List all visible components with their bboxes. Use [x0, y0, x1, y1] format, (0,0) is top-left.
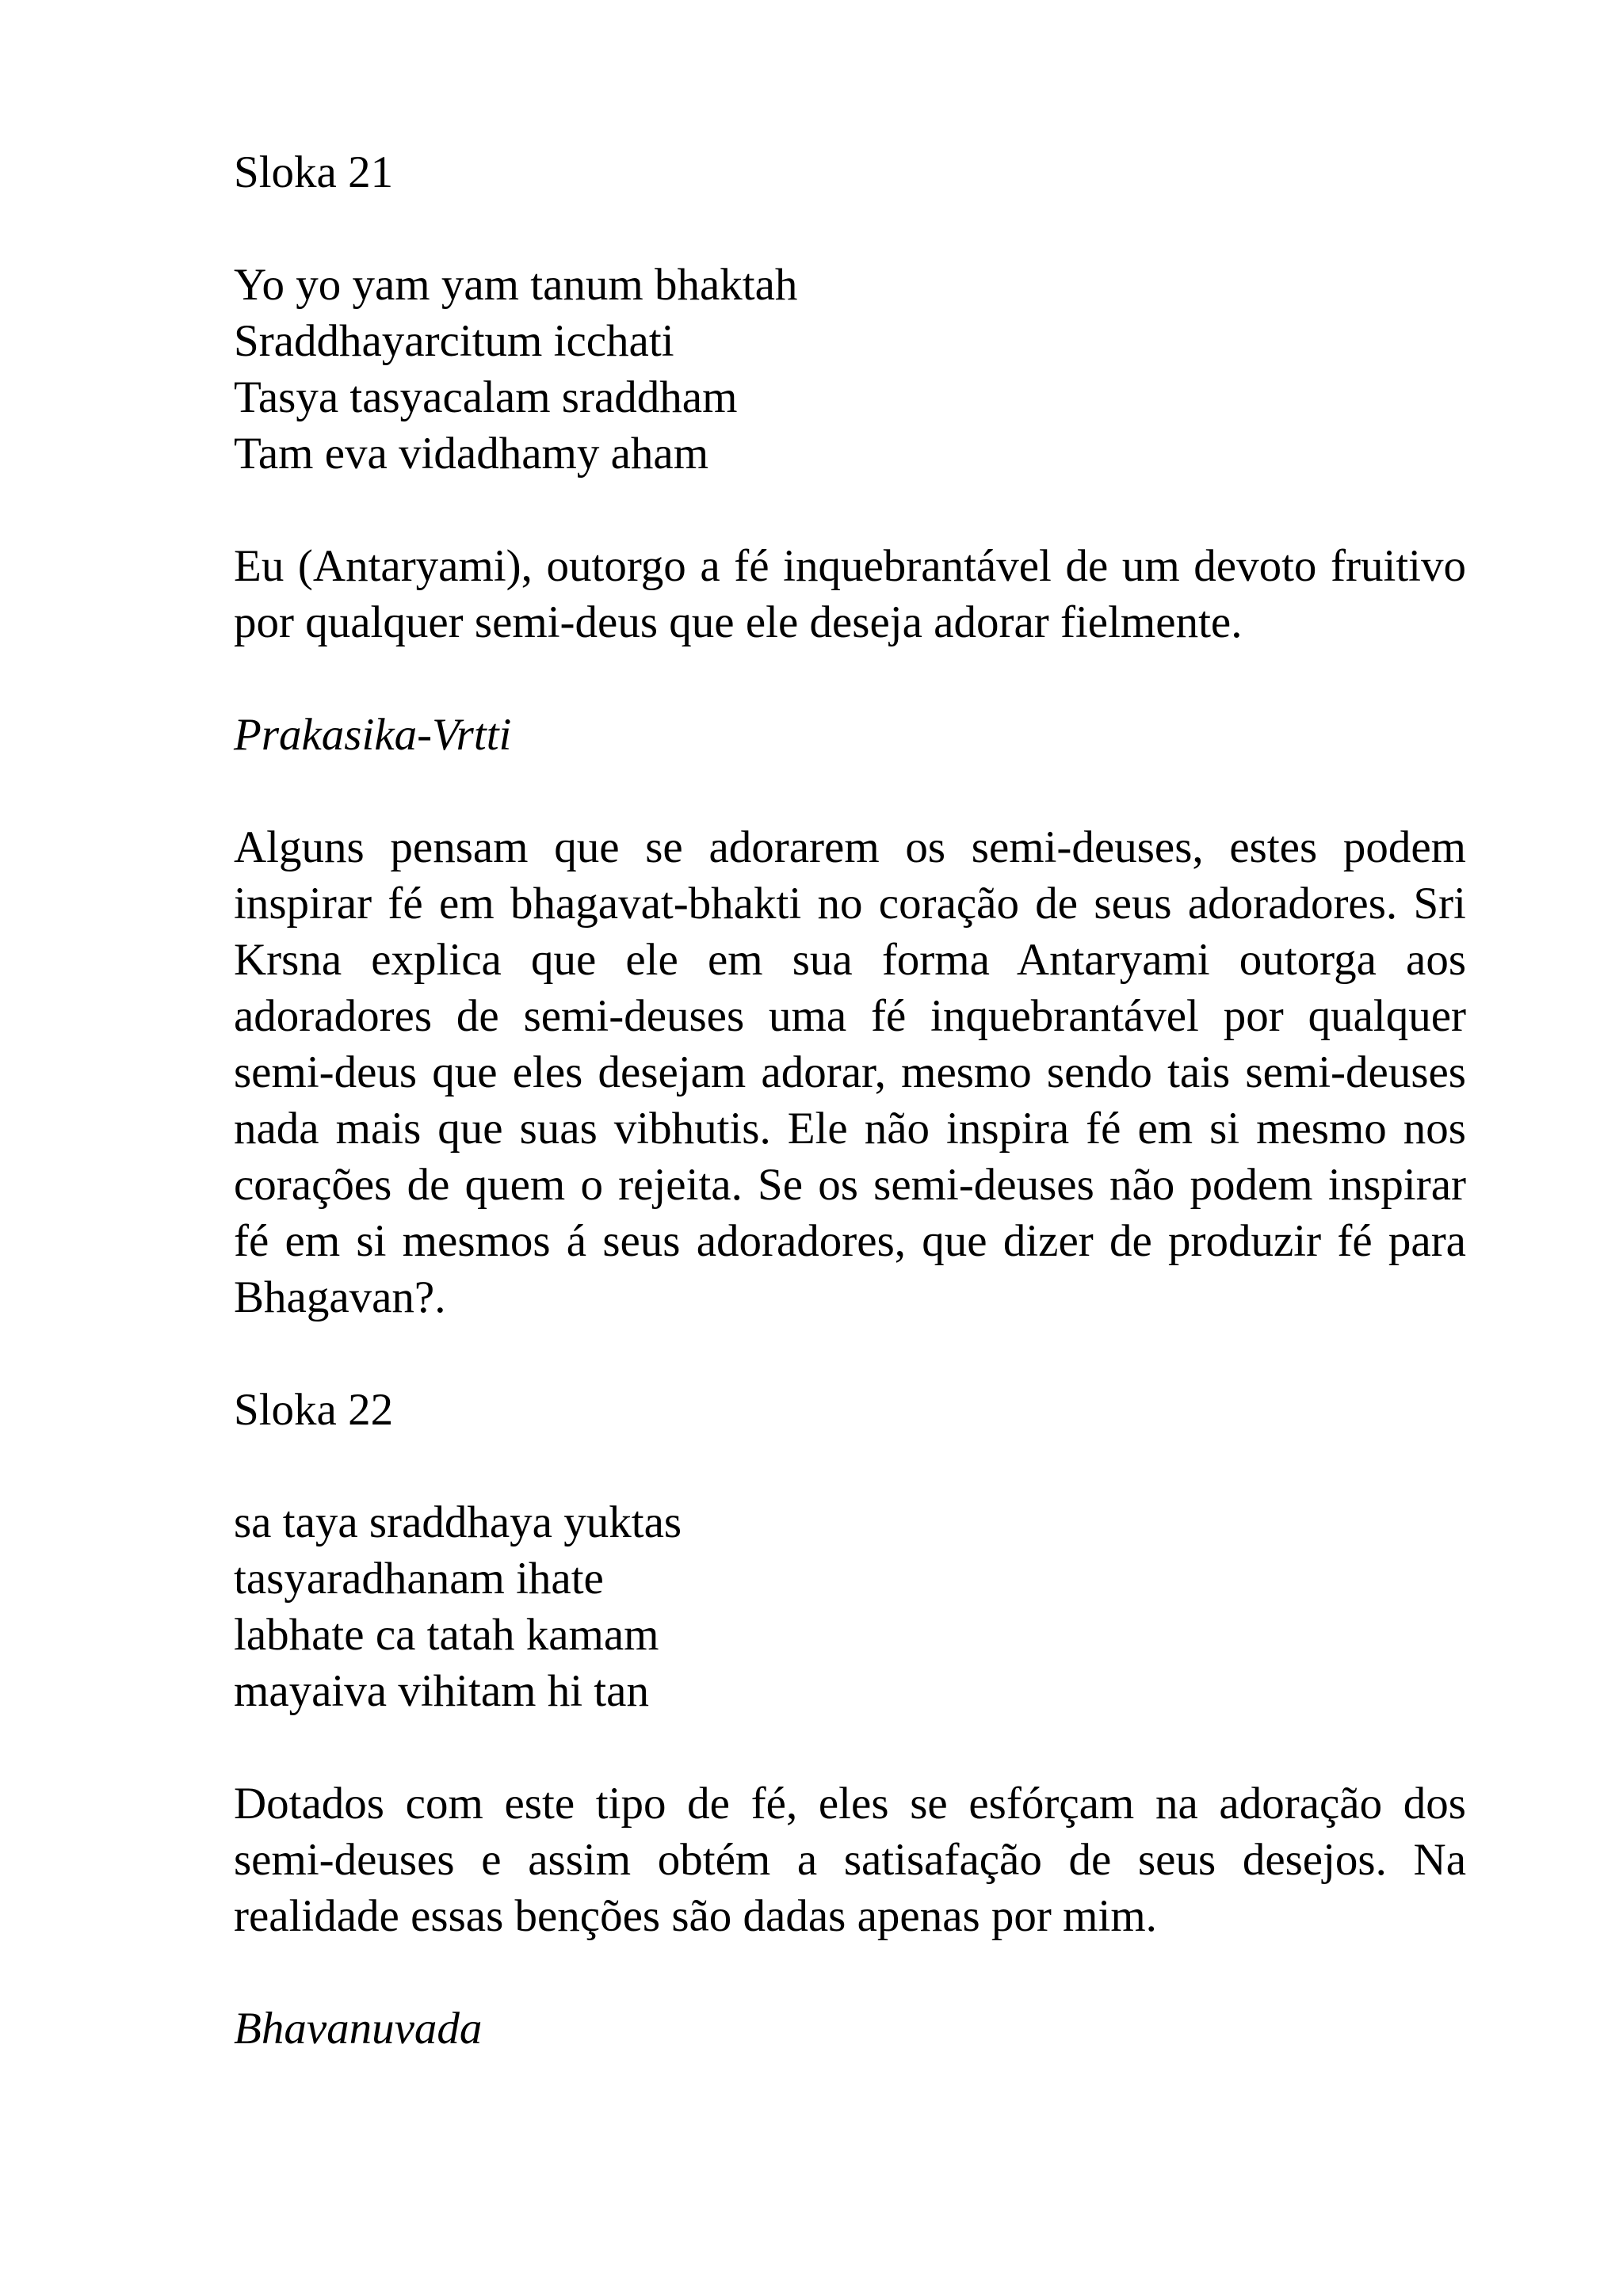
verse-line: Sraddhayarcitum icchati: [234, 316, 674, 366]
verse-line: Tasya tasyacalam sraddham: [234, 372, 738, 422]
sloka-21-commentary: Alguns pensam que se adorarem os semi-deuses, estes podem inspirar fé em bhagavat-bhakti no coração de seus adoradores. Sri Krsna explica que ele em sua forma Antaryami outorga aos adoradores de semi-deuses uma fé inquebrantável por qualquer semi-deus que eles desejam adorar, mesmo sendo tais semi-deuses nada mais que suas vibhutis. Ele não inspira fé em si mesmo nos corações de quem o rejeita. Se os semi-deuses não podem inspirar fé em si mesmos á seus adoradores, que dizer de produzir fé para Bhagavan?.: [234, 822, 1466, 1322]
sloka-22-verse: [234, 1494, 1466, 1719]
verse-line: mayaiva vihitam hi tan: [234, 1666, 649, 1716]
verse-line: Tam eva vidadhamy aham: [234, 429, 709, 479]
verse-line: labhate ca tatah kamam: [234, 1610, 659, 1660]
verse-line: tasyaradhanam ihate: [234, 1554, 604, 1604]
sloka-21-heading: Sloka 21: [234, 147, 394, 197]
sloka-22-commentary-title: Bhavanuvada: [234, 2004, 483, 2054]
verse-line: sa taya sraddhaya yuktas: [234, 1497, 682, 1547]
sloka-22-translation: Dotados com este tipo de fé, eles se esfórçam na adoração dos semi-deuses e assim obtém a satisafação de seus desejos. Na realidade essas benções são dadas apenas por mim.: [234, 1779, 1466, 1941]
sloka-21-verse: [234, 257, 1466, 482]
document-page: [234, 144, 1466, 2057]
sloka-21-translation: Eu (Antaryami), outorgo a fé inquebrantável de um devoto fruitivo por qualquer semi-deus que ele deseja adorar fielmente.: [234, 541, 1466, 647]
sloka-21-commentary-title: Prakasika-Vrtti: [234, 710, 512, 760]
verse-line: Yo yo yam yam tanum bhaktah: [234, 260, 798, 310]
sloka-22-heading: Sloka 22: [234, 1385, 394, 1435]
